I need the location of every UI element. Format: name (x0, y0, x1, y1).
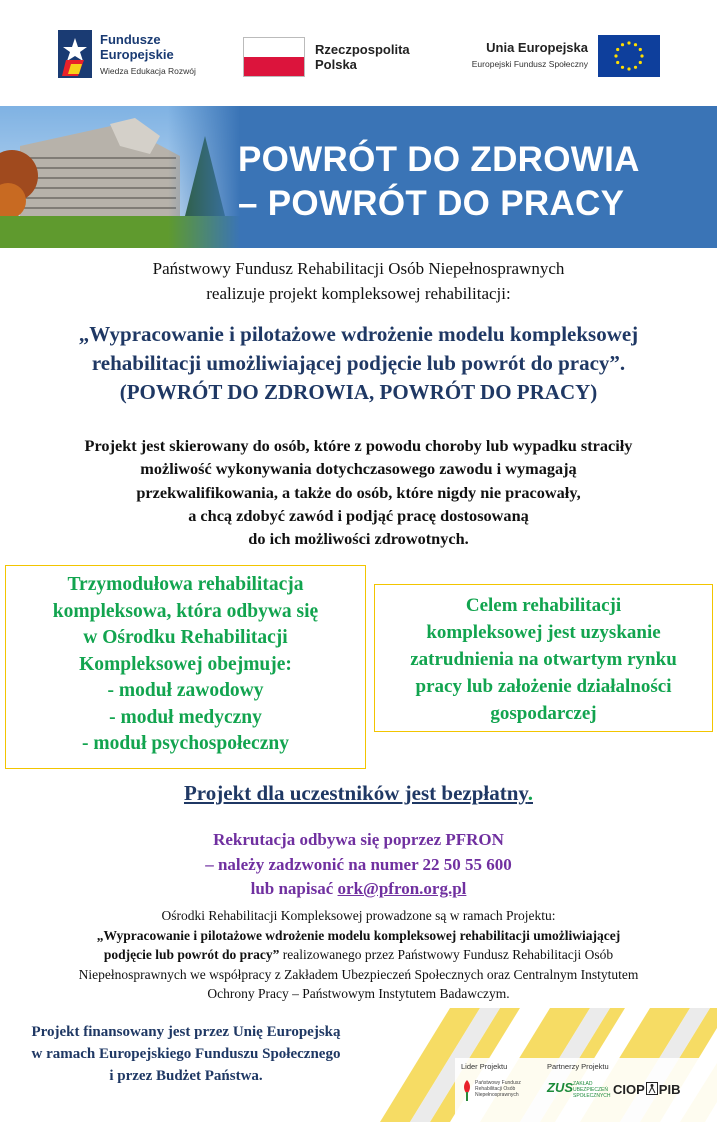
ciop-pib-logo (613, 1082, 680, 1097)
info-line1: Ośrodki Rehabilitacji Kompleksowej prowadzone są w ramach Projektu: (161, 908, 556, 923)
ue-logo-subtitle: Europejski Fundusz Społeczny (471, 59, 588, 69)
modules-box-line2: kompleksowa, która odbywa się (52, 600, 319, 622)
rzeczpospolita-logo-text (315, 42, 410, 72)
free-notice-text: Projekt dla uczestników jest bezpłatny (183, 781, 528, 805)
modules-box (5, 565, 366, 769)
modules-box-line4: Kompleksowej obejmuje: (79, 653, 292, 675)
goal-box-line2: kompleksowej jest uzyskanie (426, 622, 661, 643)
ciop-text: CIOP (613, 1082, 645, 1097)
header-banner (0, 106, 717, 248)
goal-box-line5: gospodarczej (490, 703, 597, 724)
leader-label: Lider Projektu (461, 1062, 508, 1071)
partners-label: Partnerzy Projektu (547, 1062, 609, 1071)
banner-title (238, 138, 708, 226)
zus-logo-text (573, 1081, 611, 1099)
goal-box-line1: Celem rehabilitacji (465, 595, 622, 616)
info-line3 (6, 945, 711, 965)
recruitment-email-line (0, 877, 717, 902)
intro-text (0, 256, 717, 306)
partners-panel (455, 1058, 717, 1122)
poland-flag-icon (243, 37, 305, 77)
ue-logo-name: Unia Europejska (486, 40, 588, 55)
funding-line3: i przez Budżet Państwa. (109, 1068, 263, 1084)
info-line5: Ochrony Pracy – Państwowym Instytutem Badawczym. (207, 986, 510, 1001)
description-line1: Projekt jest skierowany do osób, które z powodu choroby lub wypadku straciły (84, 436, 633, 455)
project-info-paragraph (6, 906, 711, 1004)
recruitment-line1: Rekrutacja odbywa się poprzez PFRON (213, 830, 504, 849)
goal-box (374, 584, 713, 732)
module-medical: - moduł medyczny (109, 706, 262, 728)
fe-star-icon (58, 30, 92, 78)
modules-box-line1: Trzymodułowa rehabilitacja (67, 574, 304, 595)
funding-line1: Projekt finansowany jest przez Unię Europejską (31, 1024, 341, 1040)
module-psychosocial: - moduł psychospołeczny (82, 733, 289, 754)
modules-box-line3: w Ośrodku Rehabilitacji (83, 627, 288, 648)
recruitment-info (0, 828, 717, 902)
recruitment-email-prefix: lub napisać (250, 879, 338, 898)
rp-line1: Rzeczpospolita (315, 42, 410, 57)
description-line3: przekwalifikowania, a także do osób, które nigdy nie pracowały, (136, 482, 581, 502)
description-line2: możliwość wykonywania dotychczasowego zawodu i wymagają (140, 459, 577, 479)
fe-logo-subtitle: Wiedza Edukacja Rozwój (100, 66, 196, 76)
building-photo (0, 106, 240, 248)
pfron-logo-text (475, 1080, 521, 1098)
fe-logo-line1: Fundusze (100, 32, 161, 47)
rp-line2: Polska (315, 57, 357, 72)
recruitment-phone-line: – należy zadzwonić na numer 22 50 55 600 (205, 854, 512, 874)
banner-title-line2: – POWRÓT DO PRACY (238, 184, 625, 223)
project-title (0, 320, 717, 407)
email-link[interactable]: ork@pfron.org.pl (337, 879, 467, 898)
info-line3-rest: realizowanego przez Państwowy Fundusz Rehabilitacji Osób (279, 947, 614, 962)
free-of-charge-notice (0, 781, 717, 806)
ciop-person-icon (646, 1082, 658, 1095)
pfron-text-l1: Państwowy Fundusz (475, 1080, 521, 1086)
info-line2: „Wypracowanie i pilotażowe wdrożenie modelu kompleksowej rehabilitacji umożliwiającej (96, 927, 621, 943)
project-title-line3: (POWRÓT DO ZDROWIA, POWRÓT DO PRACY) (119, 380, 598, 404)
pfron-logo-icon (461, 1078, 473, 1102)
description-line4: a chcą zdobyć zawód i podjąć pracę dostosowaną (188, 505, 529, 525)
info-line3-bold: podjęcie lub powrót do pracy” (103, 947, 280, 962)
description-line5: do ich możliwości zdrowotnych. (248, 529, 469, 549)
module-vocational: - moduł zawodowy (107, 680, 264, 701)
project-title-line1: „Wypracowanie i pilotażowe wdrożenie modelu kompleksowej (78, 322, 639, 346)
funding-line2: w ramach Europejskiego Funduszu Społecznego (31, 1046, 341, 1062)
fe-logo-name (100, 32, 174, 62)
fundusze-europejskie-logo (58, 28, 238, 84)
project-title-line2: rehabilitacji umożliwiającej podjęcie lub powrót do pracy”. (91, 351, 626, 375)
zus-text-l3: SPOŁECZNYCH (573, 1093, 611, 1099)
pfron-text-l2: Rehabilitacji Osób (475, 1086, 516, 1092)
project-description (0, 434, 717, 550)
zus-logo: ZUS (547, 1080, 573, 1095)
zus-text-l1: ZAKŁAD (573, 1081, 593, 1087)
info-line4: Niepełnosprawnych we współpracy z Zakładem Ubezpieczeń Społecznych oraz Centralnym Instytutem (78, 966, 639, 982)
zus-text-l2: UBEZPIECZEŃ (573, 1087, 609, 1093)
fe-logo-line2: Europejskie (100, 47, 174, 62)
eu-flag-icon (598, 35, 660, 77)
goal-box-line4: pracy lub założenie działalności (415, 676, 672, 697)
banner-title-line1: POWRÓT DO ZDROWIA (238, 140, 640, 179)
intro-line2: realizuje projekt kompleksowej rehabilitacji: (206, 284, 511, 303)
intro-line1: Państwowy Fundusz Rehabilitacji Osób Niepełnosprawnych (152, 259, 565, 278)
pib-text: PIB (658, 1082, 681, 1097)
funding-note (2, 1021, 370, 1087)
goal-box-line3: zatrudnienia na otwartym rynku (410, 649, 677, 670)
free-notice-dot: . (527, 781, 533, 805)
pfron-text-l3: Niepełnosprawnych (475, 1092, 519, 1098)
